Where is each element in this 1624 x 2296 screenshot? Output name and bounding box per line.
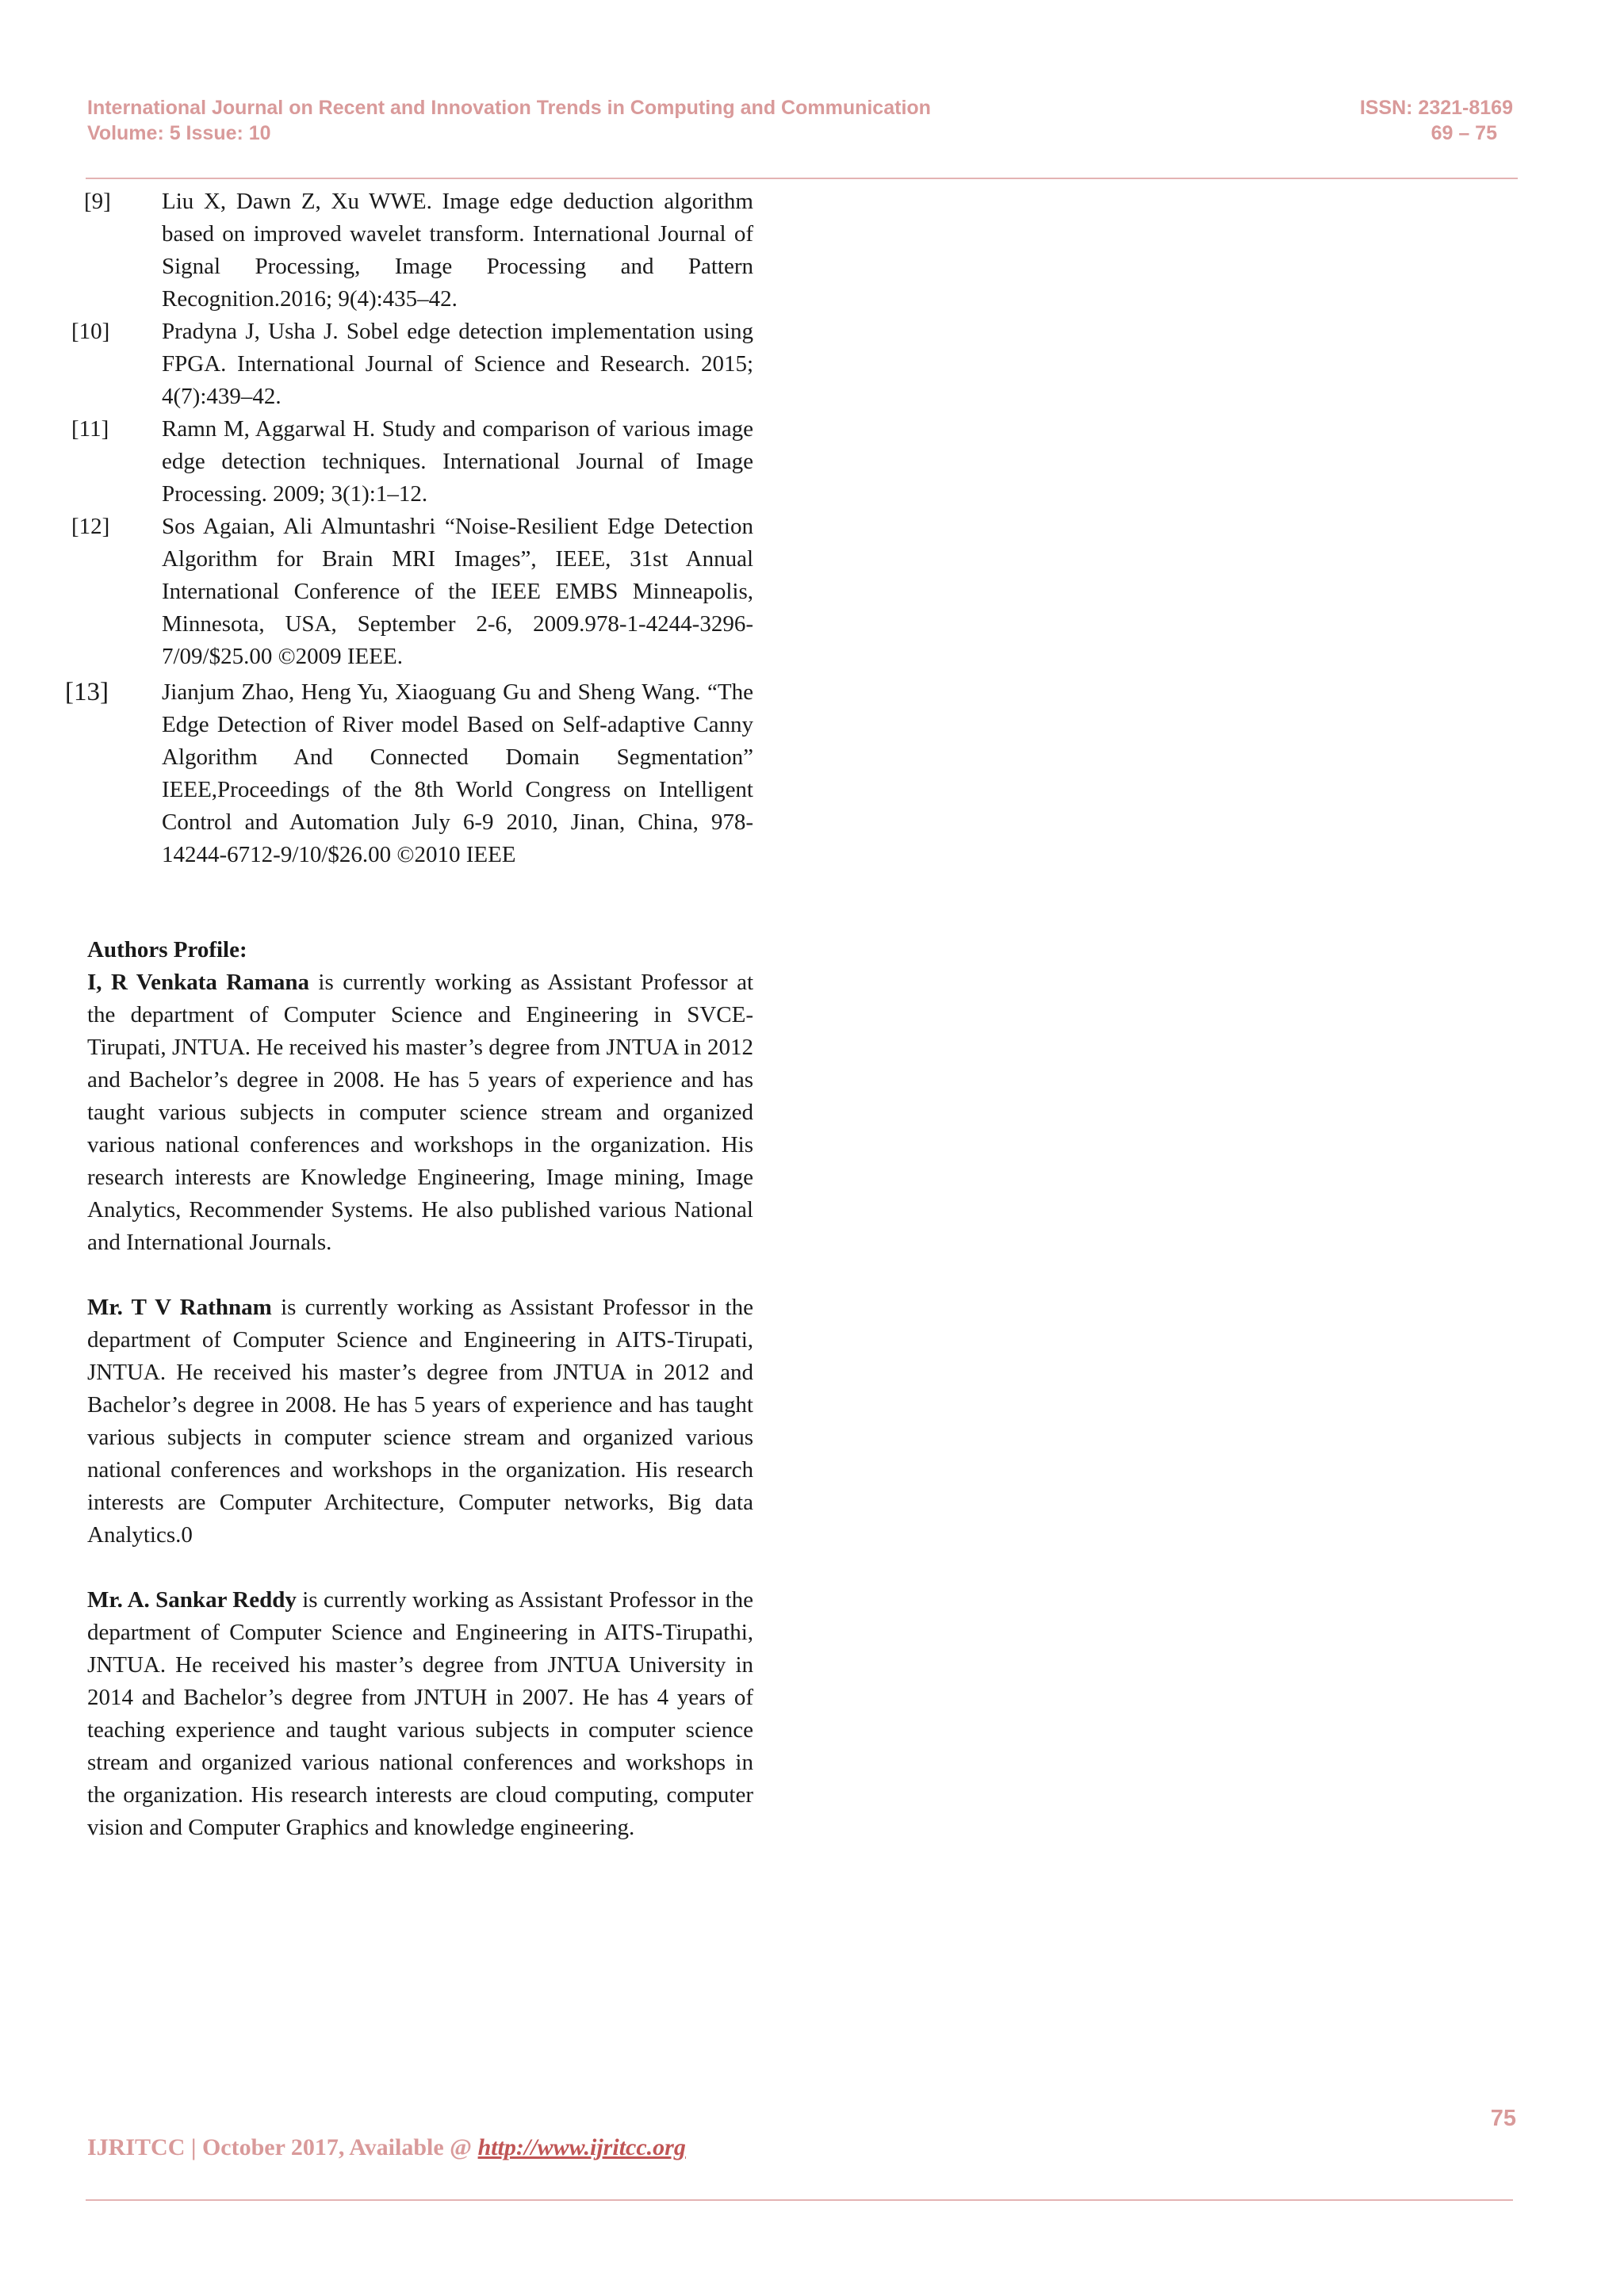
reference-item	[63, 186, 753, 316]
page-footer	[87, 2134, 686, 2161]
reference-number: [12]	[71, 514, 110, 539]
author-profile	[87, 966, 753, 1259]
page-number: 75	[1490, 2106, 1516, 2131]
reference-item	[63, 676, 753, 871]
issn: ISSN: 2321-8169	[1359, 97, 1513, 119]
reference-text: Jianjum Zhao, Heng Yu, Xiaoguang Gu and Sheng Wang. “The Edge Detection of River model Based on Self-adaptive Canny Algorithm And Connected Domain Segmentation” IEEE,Proceedings of the 8th World Congress on Intelligent Control and Automation July 6-9 2010, Jinan, China, 978-14244-6712-9/10/$26.00 ©2010 IEEE	[162, 679, 753, 867]
reference-item	[63, 413, 753, 511]
journal-title: International Journal on Recent and Innovation Trends in Computing and Communication	[87, 97, 931, 119]
footer-text: IJRITCC | October 2017, Available @	[87, 2134, 478, 2160]
footer-divider	[86, 2199, 1513, 2201]
reference-text: Pradyna J, Usha J. Sobel edge detection implementation using FPGA. International Journal of Science and Research. 2015; 4(7):439–42.	[162, 319, 753, 409]
running-header-left	[87, 95, 931, 146]
journal-website-link[interactable]: http://www.ijritcc.org	[477, 2134, 686, 2160]
running-header-right	[1360, 95, 1513, 146]
reference-text: Liu X, Dawn Z, Xu WWE. Image edge deduction algorithm based on improved wavelet transform. International Journal of Signal Processing, Image Processing and Pattern Recognition.2016; 9(4):435–42.	[162, 189, 753, 312]
authors-heading: Authors Profile:	[87, 937, 247, 962]
author-profile	[87, 1292, 753, 1552]
reference-number: [10]	[71, 319, 110, 344]
reference-number: [11]	[71, 416, 109, 442]
authors-profile-section	[87, 934, 753, 1877]
page-range: 69 – 75	[1431, 122, 1497, 144]
author-name: Mr. A. Sankar Reddy	[87, 1587, 297, 1613]
reference-list	[63, 186, 753, 871]
reference-number: [13]	[65, 678, 109, 706]
reference-item	[63, 316, 753, 413]
volume-issue: Volume: 5 Issue: 10	[87, 122, 271, 144]
header-divider	[86, 178, 1518, 179]
author-name: Mr. T V Rathnam	[87, 1295, 272, 1320]
author-name: I, R Venkata Ramana	[87, 970, 310, 995]
author-bio: is currently working as Assistant Professor at the department of Computer Science and Engineering in SVCE-Tirupati, JNTUA. He received his master’s degree from JNTUA in 2012 and Bachelor’s degree in 2008. He has 5 years of experience and has taught various subjects in computer science stream and organized various national conferences and workshops in the organization. His research interests are Knowledge Engineering, Image mining, Image Analytics, Recommender Systems. He also published various National and International Journals.	[87, 970, 754, 1255]
reference-item	[63, 511, 753, 673]
author-profile	[87, 1584, 753, 1844]
reference-text: Ramn M, Aggarwal H. Study and comparison of various image edge detection techniques. International Journal of Image Processing. 2009; 3(1):1–12.	[162, 416, 753, 507]
reference-text: Sos Agaian, Ali Almuntashri “Noise-Resilient Edge Detection Algorithm for Brain MRI Images”, IEEE, 31st Annual International Conference of the IEEE EMBS Minneapolis, Minnesota, USA, September 2-6, 2009.978-1-4244-3296-7/09/$25.00 ©2009 IEEE.	[162, 514, 753, 669]
author-bio: is currently working as Assistant Professor in the department of Computer Science and Engineering in AITS-Tirupathi, JNTUA. He received his master’s degree from JNTUA University in 2014 and Bachelor’s degree from JNTUH in 2007. He has 4 years of teaching experience and taught various subjects in computer science stream and organized various national conferences and workshops in the organization. His research interests are cloud computing, computer vision and Computer Graphics and knowledge engineering.	[87, 1587, 753, 1840]
author-bio: is currently working as Assistant Professor in the department of Computer Science and Engineering in AITS-Tirupati, JNTUA. He received his master’s degree from JNTUA in 2012 and Bachelor’s degree in 2008. He has 5 years of experience and has taught various subjects in computer science stream and organized various national conferences and workshops in the organization. His research interests are Computer Architecture, Computer networks, Big data Analytics.0	[87, 1295, 753, 1548]
reference-number: [9]	[84, 189, 111, 214]
